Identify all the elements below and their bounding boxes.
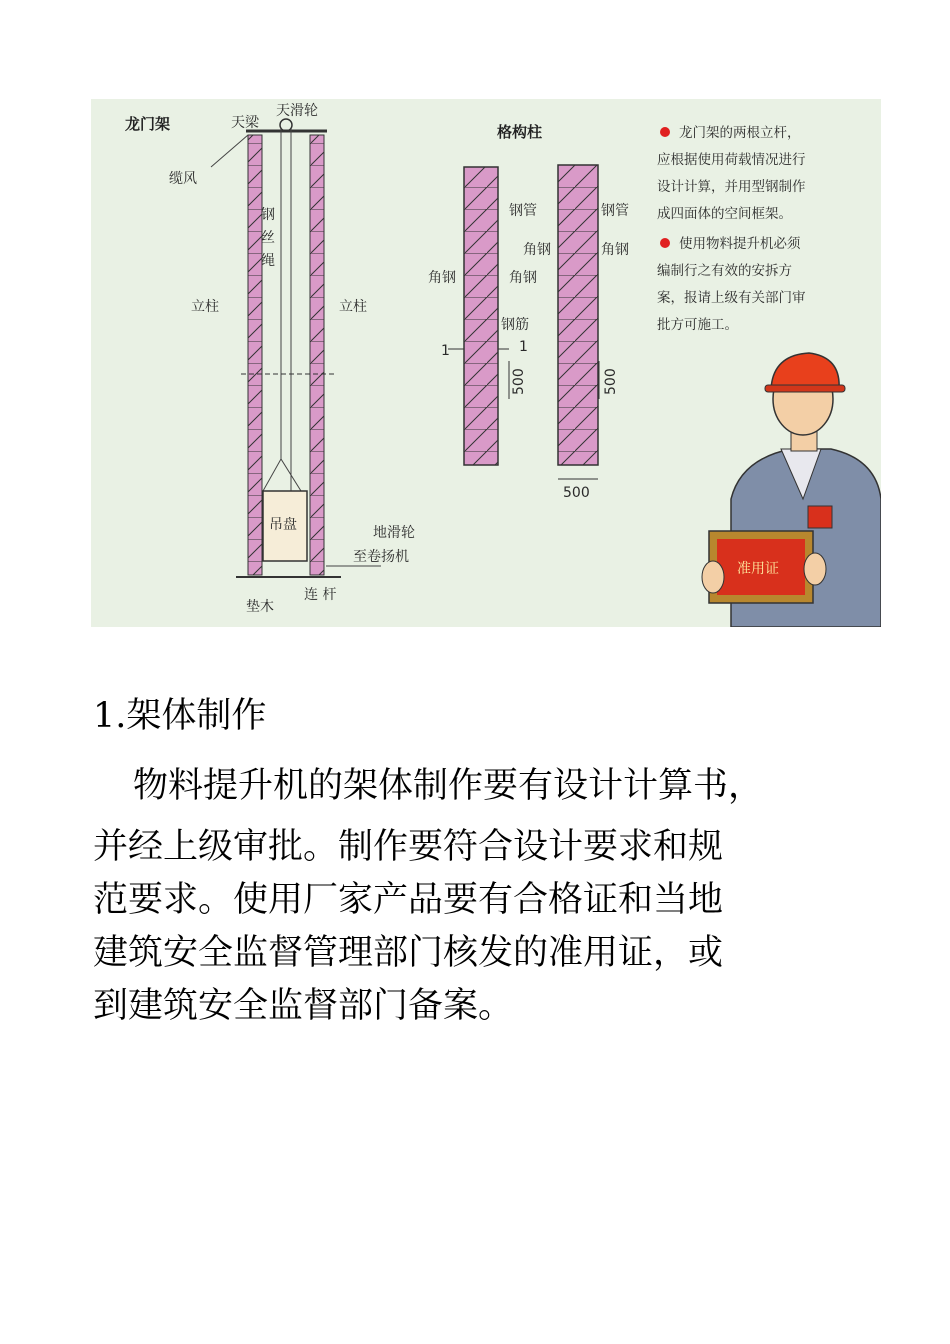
notes: [657, 124, 806, 333]
top-beam-label: 天梁: [231, 115, 259, 131]
cage-label: 吊盘: [269, 517, 297, 533]
guy-wire-label: 缆风: [169, 171, 197, 187]
gantry-title: 龙门架: [125, 115, 171, 133]
sleeper-label: 垫木: [246, 599, 274, 615]
note-line: 设计计算，并用型钢制作: [657, 179, 806, 195]
helmet-icon: [771, 353, 839, 389]
rebar-label: 钢筋: [501, 317, 529, 333]
note-line: 使用物料提升机必须: [679, 236, 801, 252]
body-line: 物料提升机的架体制作要有设计计算书，: [133, 766, 764, 806]
body-line: 到建筑安全监督部门备案。: [93, 986, 514, 1026]
bullet-icon: [660, 127, 670, 137]
note-line: 成四面体的空间框架。: [657, 206, 792, 222]
dim-500-c: 500: [563, 485, 590, 501]
tie-rod-label: 连 杆: [304, 587, 337, 603]
steel-pipe-label-1: 钢管: [509, 203, 537, 219]
note-line: 批方可施工。: [657, 317, 738, 333]
lattice-title: 格构柱: [497, 123, 543, 141]
note-line: 案，报请上级有关部门审: [657, 290, 806, 306]
angle-steel-label-2: 角钢: [509, 270, 537, 286]
note-line: 应根据使用荷载情况进行: [657, 152, 806, 168]
steel-pipe-label-2: 钢管: [601, 203, 629, 219]
section-mark-right: 1: [519, 339, 528, 355]
top-pulley-label: 天滑轮: [276, 103, 318, 119]
section-mark-left: 1: [441, 343, 450, 359]
to-winch-label: 至卷扬机: [353, 549, 409, 565]
dim-500-a: 500: [511, 368, 527, 395]
gantry-diagram: [91, 99, 881, 627]
dim-500-b: 500: [603, 368, 619, 395]
wire-rope-label-2: 丝: [261, 230, 275, 246]
angle-steel-label-4: 角钢: [601, 242, 629, 258]
ground-pulley-label: 地滑轮: [373, 525, 415, 541]
body-text: [93, 760, 883, 1033]
column-left-label: 立柱: [191, 299, 219, 315]
body-line: 范要求。使用厂家产品要有合格证和当地: [93, 880, 724, 920]
body-line: 并经上级审批。制作要符合设计要求和规: [93, 827, 724, 867]
gantry-illustration: [91, 99, 881, 627]
angle-steel-label-1: 角钢: [428, 270, 456, 286]
wire-rope-label-1: 钢: [261, 207, 275, 223]
section-heading: 1.架体制作: [93, 696, 267, 736]
worker-illustration: [702, 353, 881, 627]
bullet-icon: [660, 238, 670, 248]
column-right-label: 立柱: [339, 299, 367, 315]
note-line: 龙门架的两根立杆，: [679, 125, 801, 141]
certificate-text: 准用证: [737, 561, 779, 577]
gantry-frame: [211, 119, 381, 577]
badge-icon: [808, 506, 832, 528]
wire-rope-label-3: 绳: [261, 253, 275, 269]
body-line: 建筑安全监督管理部门核发的准用证，或: [93, 933, 724, 973]
angle-steel-label-3: 角钢: [523, 242, 551, 258]
note-line: 编制行之有效的安拆方: [657, 263, 792, 279]
